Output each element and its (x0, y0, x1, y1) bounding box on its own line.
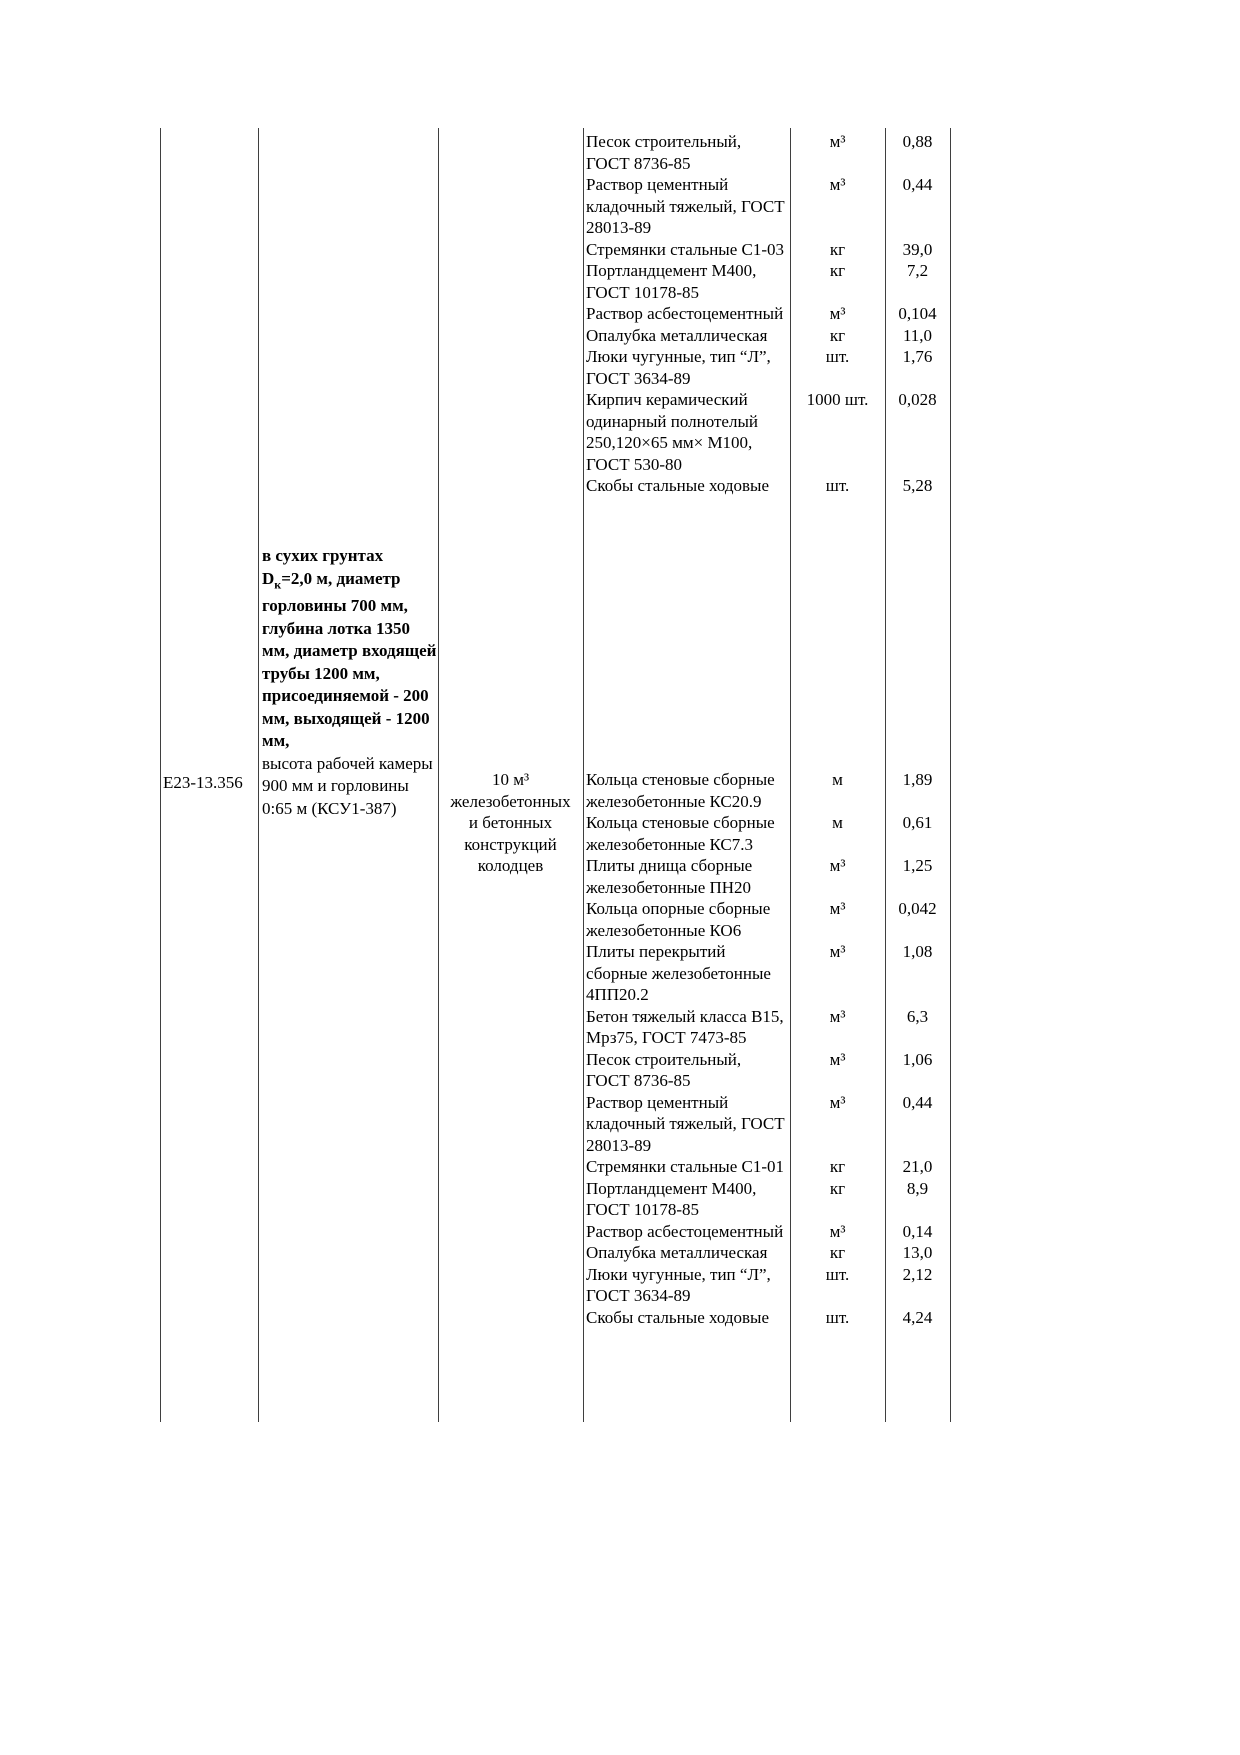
material-unit: м³ (829, 856, 846, 875)
material-quantity: 0,44 (902, 175, 933, 194)
material-unit: м³ (829, 1006, 846, 1026)
material-unit: м³ (829, 1049, 846, 1069)
material-row (583, 898, 950, 941)
table-vertical-border (160, 128, 161, 1422)
material-name: Раствор цементный кладочный тяжелый, ГОСТ 28013-89 (586, 1092, 785, 1155)
material-quantity: 4,24 (902, 1307, 933, 1327)
material-unit: кг (829, 1157, 846, 1176)
material-name: Портландцемент М400, ГОСТ 10178-85 (586, 261, 757, 302)
material-row (583, 941, 950, 1006)
material-quantity: 1,25 (902, 856, 933, 875)
material-quantity: 0,104 (898, 304, 937, 323)
material-name: Песок строительный, ГОСТ 8736-85 (586, 1049, 742, 1090)
material-row (583, 1178, 950, 1221)
material-quantity: 1,76 (902, 347, 933, 366)
material-unit: шт. (825, 1307, 850, 1327)
entry-description-bold-rest: =2,0 м, диаметр горловины 700 мм, глубина лотка 1350 мм, диаметр входящей трубы 1200 мм, присоединяемой - 200 мм, выходящей - 1200 мм, (262, 568, 437, 751)
material-row (583, 303, 950, 325)
material-name: Плиты днища сборные железобетонные ПН20 (586, 856, 753, 897)
material-name: Скобы стальные ходовые (586, 1307, 769, 1327)
material-name: Кольца опорные сборные железобетонные КО6 (586, 899, 771, 940)
material-unit: кг (829, 325, 846, 345)
material-quantity: 0,14 (902, 1221, 933, 1241)
material-quantity: 8,9 (906, 1178, 929, 1198)
material-row (583, 1156, 950, 1178)
material-row (583, 174, 950, 239)
material-row (583, 346, 950, 389)
material-name: Кольца стеновые сборные железобетонные КС7.3 (586, 813, 775, 854)
material-quantity: 1,06 (902, 1049, 933, 1069)
material-unit: кг (829, 1178, 846, 1198)
entry-description (262, 545, 438, 820)
material-unit: кг (829, 261, 846, 280)
material-quantity: 0,88 (902, 132, 933, 151)
material-row (583, 1092, 950, 1157)
table-vertical-border (950, 128, 951, 1422)
material-quantity: 21,0 (902, 1157, 933, 1176)
material-quantity: 0,028 (898, 390, 937, 409)
material-unit: шт. (825, 347, 850, 366)
material-name: Опалубка металлическая (586, 325, 768, 345)
material-quantity: 6,3 (906, 1006, 929, 1026)
material-name: Стремянки стальные С1-01 (586, 1157, 785, 1176)
entry-description-regular: высота рабочей камеры 900 мм и горловины 0:65 м (КСУ1-387) (262, 753, 433, 818)
material-unit: м³ (829, 1221, 846, 1241)
material-name: Кирпич керамический одинарный полнотелый 250,120×65 мм× М100, ГОСТ 530-80 (586, 390, 758, 474)
unit-of-measure-line: и бетонных (468, 813, 553, 832)
material-quantity: 2,12 (902, 1264, 933, 1284)
material-name: Плиты перекрытий сборные железобетонные 4ПП20.2 (586, 942, 771, 1004)
unit-of-measure-line: конструкций (464, 834, 557, 854)
material-row (583, 260, 950, 303)
material-row (583, 855, 950, 898)
materials-list-previous-entry (583, 131, 950, 497)
material-name: Раствор цементный кладочный тяжелый, ГОСТ 28013-89 (586, 175, 785, 237)
material-name: Скобы стальные ходовые (586, 476, 769, 495)
material-row (583, 239, 950, 261)
material-row (583, 475, 950, 497)
material-quantity: 13,0 (902, 1243, 933, 1262)
material-row (583, 389, 950, 475)
material-unit: м³ (829, 1092, 846, 1112)
entry-unit-of-measure (440, 769, 581, 877)
entry-code: Е23-13.356 (163, 773, 243, 792)
material-quantity: 0,042 (898, 899, 937, 918)
material-unit: 1000 шт. (806, 390, 869, 409)
material-name: Раствор асбестоцементный (586, 304, 784, 323)
material-name: Кольца стеновые сборные железобетонные КС20.9 (586, 770, 775, 811)
material-unit: м³ (829, 132, 846, 151)
material-unit: м³ (829, 899, 846, 918)
material-unit: м³ (829, 942, 846, 961)
material-quantity: 0,61 (902, 813, 933, 832)
material-row (583, 812, 950, 855)
material-unit: м (832, 813, 843, 832)
material-unit: кг (829, 239, 846, 259)
material-quantity: 1,89 (902, 770, 933, 789)
material-quantity: 7,2 (906, 261, 929, 280)
material-name: Люки чугунные, тип “Л”, ГОСТ 3634-89 (586, 347, 771, 388)
unit-of-measure-line: 10 м³ (491, 770, 530, 789)
entry-description-d-base: D (262, 568, 275, 588)
material-name: Опалубка металлическая (586, 1243, 768, 1262)
material-quantity: 1,08 (902, 942, 933, 961)
material-row (583, 1242, 950, 1264)
material-unit: м (832, 770, 843, 789)
unit-of-measure-line: железобетонных (450, 791, 571, 811)
material-name: Стремянки стальные С1-03 (586, 239, 785, 259)
unit-of-measure-line: колодцев (477, 856, 544, 875)
material-row (583, 1264, 950, 1307)
entry-description-d-sub: к (274, 576, 282, 591)
material-row (583, 1049, 950, 1092)
entry-description-bold-line1: в сухих грунтах (262, 546, 384, 565)
materials-list-current-entry (583, 769, 950, 1328)
material-name: Раствор асбестоцементный (586, 1221, 784, 1241)
material-quantity: 39,0 (902, 239, 933, 259)
material-quantity: 0,44 (902, 1092, 933, 1112)
table-vertical-border (258, 128, 259, 1422)
entry-description-bold (262, 545, 438, 753)
material-quantity: 5,28 (902, 476, 933, 495)
material-name: Портландцемент М400, ГОСТ 10178-85 (586, 1178, 757, 1219)
material-unit: м³ (829, 175, 846, 194)
material-row (583, 325, 950, 347)
material-unit: кг (829, 1243, 846, 1262)
material-name: Люки чугунные, тип “Л”, ГОСТ 3634-89 (586, 1264, 771, 1305)
material-row (583, 1221, 950, 1243)
material-unit: м³ (829, 304, 846, 323)
material-name: Песок строительный, ГОСТ 8736-85 (586, 132, 742, 173)
material-row (583, 1307, 950, 1329)
material-row (583, 131, 950, 174)
material-name: Бетон тяжелый класса В15, Мрз75, ГОСТ 7473-85 (586, 1006, 784, 1047)
material-unit: шт. (825, 1264, 850, 1284)
material-row (583, 1006, 950, 1049)
table-vertical-border (438, 128, 439, 1422)
material-quantity: 11,0 (902, 325, 933, 345)
material-unit: шт. (825, 476, 850, 495)
material-row (583, 769, 950, 812)
